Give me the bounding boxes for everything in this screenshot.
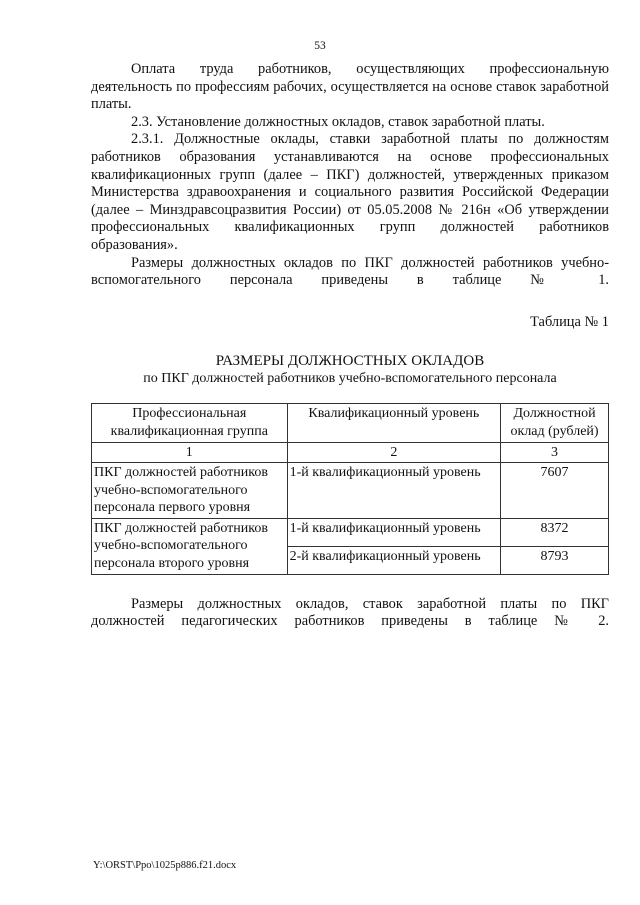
column-number: 1 xyxy=(92,442,288,463)
table-subtitle: по ПКГ должностей работников учебно-вспомогательного персонала xyxy=(143,371,557,387)
table-column-numbers-row xyxy=(92,442,609,463)
header-qualification-level: Квалификационный уровень xyxy=(287,404,501,442)
salary-table xyxy=(91,403,609,574)
table-row xyxy=(92,463,609,519)
salary-cell: 8793 xyxy=(501,546,609,574)
column-number: 3 xyxy=(501,442,609,463)
table-header-row xyxy=(92,404,609,442)
group-name-cell: ПКГ должностей работников учебно-вспомогательного персонала второго уровня xyxy=(92,518,288,574)
level-cell: 1-й квалификационный уровень xyxy=(287,518,501,546)
page-content xyxy=(91,61,609,631)
header-salary: Должностной оклад (рублей) xyxy=(501,404,609,442)
level-cell: 1-й квалификационный уровень xyxy=(287,463,501,519)
table-row xyxy=(92,518,609,546)
level-cell: 2-й квалификационный уровень xyxy=(287,546,501,574)
group-name-cell: ПКГ должностей работников учебно-вспомогательного персонала первого уровня xyxy=(92,463,288,519)
table-title: РАЗМЕРЫ ДОЛЖНОСТНЫХ ОКЛАДОВ xyxy=(215,353,485,370)
header-qualification-group: Профессиональная квалификационная группа xyxy=(92,404,288,442)
paragraph-table-reference: Размеры должностных окладов по ПКГ должностей работников учебно-вспомогательного персонала приведены в таблице № 1. xyxy=(91,254,609,289)
salary-cell: 8372 xyxy=(501,518,609,546)
file-path-footer: Y:\ORST\Ppo\1025p886.f21.docx xyxy=(93,860,237,871)
paragraph-section-2-3-1: 2.3.1. Должностные оклады, ставки заработной платы по должностям работников образования устанавливаются на основе профессиональных квалификационных групп (далее – ПКГ) должностей, утвержденных приказом Министерства здравоохранения и социального развития Российской Федерации (далее – Минздравсоцразвития России) от 05.05.2008 № 216н «Об утверждении профессиональных квалификационных групп должностей работников образования». xyxy=(91,131,609,253)
paragraph-after-table: Размеры должностных окладов, ставок заработной платы по ПКГ должностей педагогических работников приведены в таблице № 2. xyxy=(91,595,609,630)
paragraph-wages-workers: Оплата труда работников, осуществляющих профессиональную деятельность по профессиям рабочих, осуществляется на основе ставок заработной платы. xyxy=(91,61,609,113)
salary-cell: 7607 xyxy=(501,463,609,519)
paragraph-section-2-3: 2.3. Установление должностных окладов, ставок заработной платы. xyxy=(131,113,545,130)
page-number: 53 xyxy=(314,40,326,52)
table-label: Таблица № 1 xyxy=(530,313,609,330)
column-number: 2 xyxy=(287,442,501,463)
